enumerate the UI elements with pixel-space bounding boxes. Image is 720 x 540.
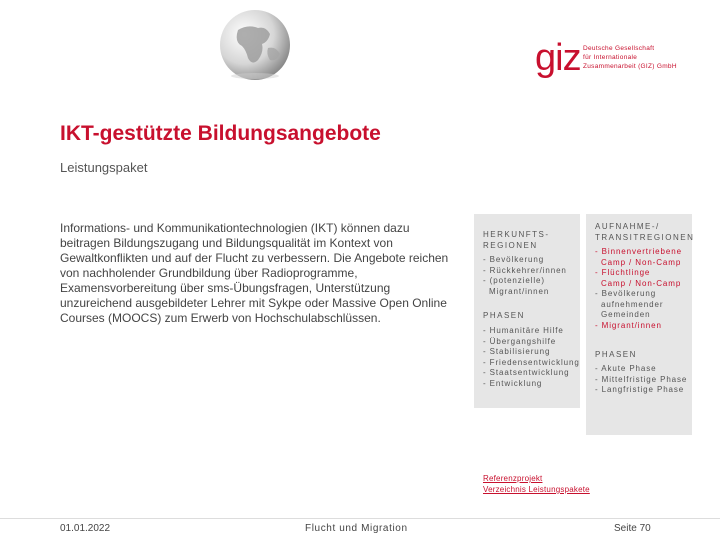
reference-project-link[interactable]: Referenzprojekt xyxy=(483,474,543,483)
list-item: - Entwicklung xyxy=(483,378,543,388)
list-item: aufnehmender xyxy=(601,299,664,309)
host-phases-list xyxy=(595,364,687,396)
page-title: IKT-gestützte Bildungsangebote xyxy=(60,122,381,145)
list-item: - Friedensentwicklung xyxy=(483,357,580,367)
package-index-link[interactable]: Verzeichnis Leistungspakete xyxy=(483,485,590,494)
origin-regions-heading xyxy=(483,229,550,251)
list-item: - Bevölkerung xyxy=(595,289,657,298)
list-item: - Stabilisierung xyxy=(483,347,551,356)
host-regions-list xyxy=(595,247,682,331)
logo-line: für Internationale xyxy=(583,54,638,61)
heading-line: HERKUNFTS- xyxy=(483,230,550,239)
list-item: Camp / Non-Camp xyxy=(601,278,682,288)
list-item: - Flüchtlinge xyxy=(595,268,651,277)
list-item: Camp / Non-Camp xyxy=(601,257,682,267)
giz-logo xyxy=(535,37,677,79)
logo-line: Zusammenarbeit (GIZ) GmbH xyxy=(583,63,677,70)
list-item: - Rückkehrer/innen xyxy=(483,265,567,275)
list-item: - Mittelfristige Phase xyxy=(595,374,688,384)
origin-phases-heading: PHASEN xyxy=(483,311,525,320)
list-item: - Migrant/innen xyxy=(595,320,662,330)
list-item: - Binnenvertriebene xyxy=(595,247,682,256)
footer-date: 01.01.2022 xyxy=(60,523,111,534)
logo-mark: giz xyxy=(535,37,581,79)
heading-line: TRANSITREGIONEN xyxy=(595,233,695,242)
footer-topic: Flucht und Migration xyxy=(305,523,408,534)
list-item: - Langfristige Phase xyxy=(595,385,685,394)
page-subtitle: Leistungspaket xyxy=(60,160,148,175)
list-item: - Humanitäre Hilfe xyxy=(483,326,564,335)
origin-regions-list xyxy=(483,255,567,297)
origin-phases-list xyxy=(483,326,580,389)
list-item: Gemeinden xyxy=(601,310,651,319)
host-regions-heading xyxy=(595,221,694,243)
host-phases-heading: PHASEN xyxy=(595,350,637,359)
logo-line: Deutsche Gesellschaft xyxy=(583,45,655,52)
footer-divider xyxy=(0,518,720,519)
list-item: - Staatsentwicklung xyxy=(483,368,570,377)
globe-image xyxy=(218,8,292,82)
list-item: - Bevölkerung xyxy=(483,255,545,264)
body-paragraph: Informations- und Kommunikationtechnologien (IKT) können dazu beitragen Bildungszugang und Bildungsqualität im Kontext von Gewaltkonflikten und auf der Flucht zu verbessern. Die Angebote reichen von nachholender Grundbildung über Radioprogramme, Examensvorbereitung über sms-Übungsfragen, Unterstützung unzureichend ausgebildeter Lehrer mit Sykpe oder Massive Open Online Courses (MOOCS) zum Erwerb von Hochschulabschlüssen. xyxy=(60,221,449,325)
list-item: Migrant/innen xyxy=(489,286,550,296)
heading-line: AUFNAHME-/ xyxy=(595,222,660,231)
logo-text xyxy=(583,44,677,71)
list-item: - Akute Phase xyxy=(595,364,657,373)
list-item: - Übergangshilfe xyxy=(483,336,557,346)
heading-line: REGIONEN xyxy=(483,241,538,250)
page-number: Seite 70 xyxy=(614,523,651,534)
list-item: - (potenzielle) xyxy=(483,276,545,285)
